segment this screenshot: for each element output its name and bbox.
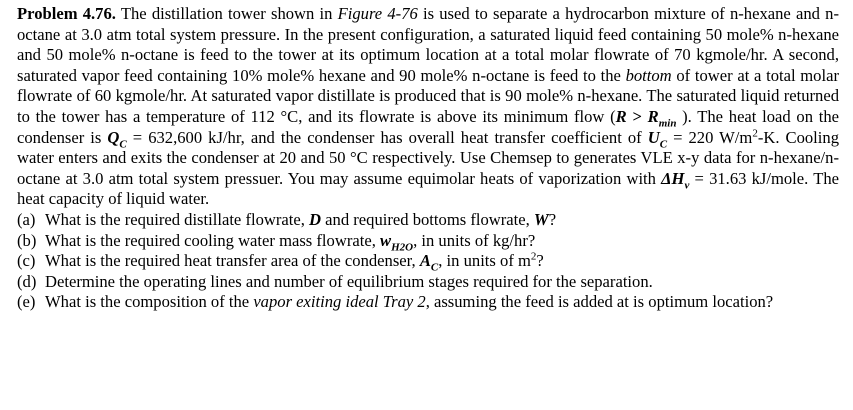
question-text-part: What is the required distillate flowrate, (45, 209, 310, 229)
tray-reference: vapor exiting ideal Tray 2 (253, 292, 426, 312)
min-reflux-subscript: min (658, 117, 677, 130)
question-text-part: ? (536, 251, 544, 271)
question-text: Determine the operating lines and number of equilibrium stages required for the separation. (45, 271, 653, 291)
problem-heading: Problem 4.76. (17, 4, 116, 23)
question-text-part: What is the required cooling water mass flowrate, (45, 230, 380, 250)
emphasis-bottom: bottom (625, 65, 672, 85)
question-text (45, 292, 839, 313)
heat-load-symbol: Q (107, 127, 120, 147)
problem-statement (17, 4, 839, 210)
question-text (45, 231, 839, 252)
distillate-symbol: D (309, 209, 322, 229)
question-d (17, 272, 839, 293)
heat-transfer-coefficient-symbol: U (647, 127, 660, 147)
question-e (17, 292, 839, 313)
problem-document (17, 4, 839, 313)
question-text-part: , in units of m (438, 251, 531, 271)
question-label: (a) (17, 209, 36, 229)
question-label: (e) (17, 292, 36, 312)
bottoms-symbol: W (533, 209, 549, 229)
question-text-part: , assuming the feed is added at is optimum location? (425, 292, 774, 312)
question-label: (d) (17, 271, 37, 291)
figure-reference: Figure 4-76 (337, 4, 418, 23)
reflux-ratio-symbol: R (615, 106, 627, 126)
question-text (45, 210, 839, 231)
question-c (17, 251, 839, 272)
question-text-part: ? (548, 209, 557, 229)
heat-load-subscript: C (119, 137, 127, 150)
statement-text: = 31.63 kJ/mole. The heat capacity of liquid water. (17, 168, 839, 209)
question-label: (b) (17, 230, 37, 250)
heat-transfer-coefficient-subscript: C (659, 137, 668, 150)
question-text-part: and required bottoms flowrate, (321, 209, 534, 229)
statement-text: The distillation tower shown in (115, 4, 338, 23)
water-flow-symbol: w (380, 230, 392, 250)
question-text (45, 251, 839, 272)
question-a (17, 210, 839, 231)
statement-text: ). The heat load on the condenser is (17, 106, 840, 147)
heat-of-vaporization-subscript: v (684, 179, 690, 192)
question-label: (c) (17, 251, 36, 271)
min-reflux-symbol: R (647, 106, 659, 126)
statement-text: of tower at a total molar flowrate of 60 kgmole/hr. At saturated vapor distillate is produced that is 90 mole% n-hexane. The saturated liquid returned to the tower has a temperature of 112 °C, and its flowrate is above its minimum flow ( (17, 65, 839, 126)
statement-text: -K. Cooling water enters and exits the condenser at 20 and 50 °C respectively. Use Chemsep to generates VLE x-y data for n-hexane/n-octane at 3.0 atm total system pressuer. You may assume equimolar heats of vaporization with (17, 127, 839, 188)
area-subscript: C (430, 261, 439, 274)
greater-than-sign: > (626, 106, 648, 126)
statement-text: = 220 W/m (667, 127, 753, 147)
statement-text: = 632,600 kJ/hr, and the condenser has overall heat transfer coefficient of (126, 127, 648, 147)
question-b (17, 231, 839, 252)
water-flow-subscript: H2O (391, 240, 414, 253)
statement-text: is used to separate a hydrocarbon mixture of n-hexane and n-octane at 3.0 atm total system pressure. In the present configuration, a saturated liquid feed containing 50 mole% n-hexane and 50 mole% n-octane is feed to the tower at its optimum location at a total molar flowrate of 70 kgmole/hr. A second, saturated vapor feed containing 10% mole% hexane and 90 mole% n-octane is feed to the (17, 4, 839, 85)
heat-of-vaporization-symbol: ΔH (661, 168, 685, 188)
unit-superscript: 2 (752, 127, 758, 140)
area-symbol: A (419, 251, 431, 271)
unit-superscript: 2 (530, 250, 537, 263)
question-text-part: What is the composition of the (45, 292, 254, 312)
question-text-part: What is the required heat transfer area of the condenser, (45, 251, 420, 271)
question-text-part: , in units of kg/hr? (413, 230, 536, 250)
